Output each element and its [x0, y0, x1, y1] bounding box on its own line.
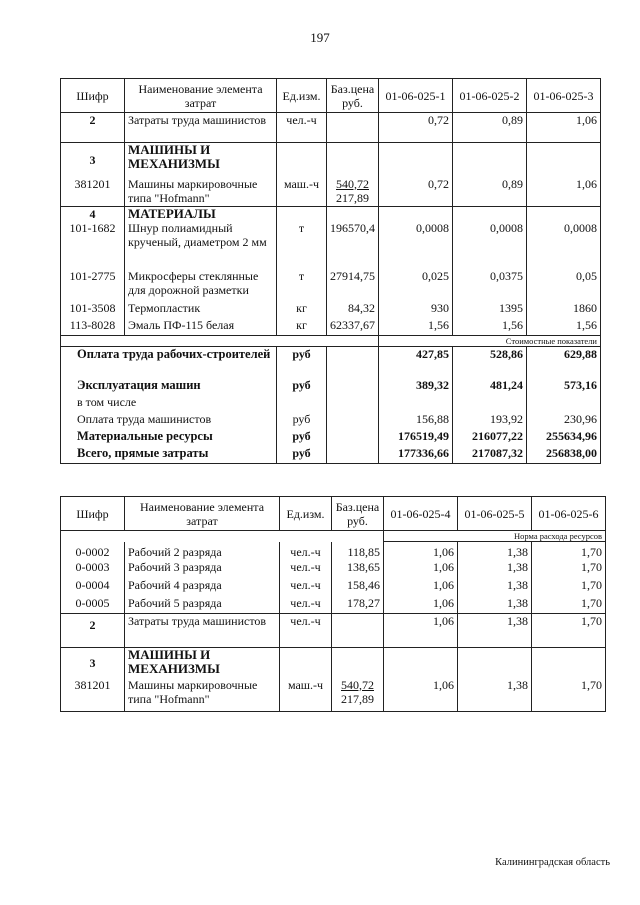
summary-value-1: 176519,49	[379, 429, 453, 446]
header-col3: 01-06-025-3	[527, 79, 601, 113]
summary-value-3: 230,96	[527, 412, 601, 429]
table-row	[61, 177, 601, 207]
row-name: Рабочий 5 разряда	[125, 596, 280, 614]
row-value-2: 1,56	[453, 318, 527, 335]
row-value-3: 1,70	[532, 560, 606, 578]
header-unit: Ед.изм.	[277, 79, 327, 113]
row-value-3: 1,70	[532, 542, 606, 560]
summary-value-1: 389,32	[379, 378, 453, 395]
row-unit: т	[277, 221, 327, 269]
row-value-1: 1,06	[384, 596, 458, 614]
row-name: Шнур полиамидный крученый, диаметром 2 мм	[125, 221, 277, 269]
row-price	[332, 678, 384, 712]
summary-value-1: 156,88	[379, 412, 453, 429]
row-value-3: 1,06	[527, 113, 601, 143]
summary-value-2: 217087,32	[453, 446, 527, 463]
header-col2: 01-06-025-5	[458, 497, 532, 531]
summary-name: Эксплуатация машин	[61, 378, 277, 395]
summary-unit: руб	[277, 446, 327, 463]
row-value-2: 1,38	[458, 596, 532, 614]
row-name: Затраты труда машинистов	[125, 614, 280, 648]
section-title: МАШИНЫ И МЕХАНИЗМЫ	[125, 648, 280, 678]
row-unit: чел.-ч	[280, 560, 332, 578]
row-name: Микросферы стеклянные для дорожной разметки	[125, 269, 277, 301]
row-value-1: 930	[379, 301, 453, 318]
summary-row	[61, 412, 601, 429]
price-value: 540,72	[341, 677, 374, 692]
row-value-1: 1,06	[384, 542, 458, 560]
summary-name: Оплата труда рабочих-строителей	[61, 346, 277, 378]
row-value-2: 0,89	[453, 177, 527, 207]
header-col2: 01-06-025-2	[453, 79, 527, 113]
row-unit: маш.-ч	[277, 177, 327, 207]
row-price: 138,65	[332, 560, 384, 578]
row-code: 381201	[61, 678, 125, 712]
row-value-3: 0,0008	[527, 221, 601, 269]
row-value-1: 0,0008	[379, 221, 453, 269]
table-row	[61, 143, 601, 177]
row-value-1: 1,56	[379, 318, 453, 335]
summary-name: Всего, прямые затраты	[61, 446, 277, 463]
row-name: Рабочий 3 разряда	[125, 560, 280, 578]
row-code: 3	[61, 143, 125, 177]
section-title: МАТЕРИАЛЫ	[125, 207, 277, 222]
row-value-2: 1,38	[458, 542, 532, 560]
table-row	[61, 301, 601, 318]
row-code: 381201	[61, 177, 125, 207]
summary-row	[61, 446, 601, 463]
table-row	[61, 542, 606, 560]
row-value-1: 0,72	[379, 177, 453, 207]
summary-value-1: 427,85	[379, 346, 453, 378]
summary-unit: руб	[277, 412, 327, 429]
row-code: 4	[61, 207, 125, 222]
row-code: 101-3508	[61, 301, 125, 318]
strip-label: Стоимостные показатели	[379, 335, 601, 346]
row-unit: т	[277, 269, 327, 301]
summary-unit: руб	[277, 378, 327, 395]
row-value-2: 0,89	[453, 113, 527, 143]
row-price: 84,32	[327, 301, 379, 318]
row-name: Машины маркировочные типа "Hofmann"	[125, 678, 280, 712]
row-value-1: 1,06	[384, 678, 458, 712]
price-secondary: 217,89	[336, 190, 369, 205]
row-name: Рабочий 4 разряда	[125, 578, 280, 596]
row-value-3: 1,70	[532, 614, 606, 648]
row-name: Машины маркировочные типа "Hofmann"	[125, 177, 277, 207]
row-value-3: 1,70	[532, 596, 606, 614]
resource-table-2	[60, 496, 606, 712]
row-unit: чел.-ч	[277, 113, 327, 143]
table-row	[61, 269, 601, 301]
header-code: Шифр	[61, 497, 125, 531]
row-price: 62337,67	[327, 318, 379, 335]
row-name: Термопластик	[125, 301, 277, 318]
row-code: 0-0004	[61, 578, 125, 596]
summary-unit: руб	[277, 346, 327, 378]
row-name: Затраты труда машинистов	[125, 113, 277, 143]
header-col1: 01-06-025-4	[384, 497, 458, 531]
header-unit: Ед.изм.	[280, 497, 332, 531]
row-code: 2	[61, 614, 125, 648]
price-secondary: 217,89	[341, 691, 374, 706]
row-value-3: 1860	[527, 301, 601, 318]
summary-unit: руб	[277, 429, 327, 446]
row-value-3: 0,05	[527, 269, 601, 301]
row-value-2: 0,0375	[453, 269, 527, 301]
summary-row	[61, 378, 601, 395]
row-unit: чел.-ч	[280, 578, 332, 596]
row-value-3: 1,70	[532, 578, 606, 596]
footer-region: Калининградская область	[495, 857, 610, 868]
row-value-2: 1,38	[458, 560, 532, 578]
page-number: 197	[310, 30, 330, 45]
table-row	[61, 614, 606, 648]
row-name: Эмаль ПФ-115 белая	[125, 318, 277, 335]
summary-row	[61, 395, 601, 412]
header-name: Наименование элемента затрат	[125, 497, 280, 531]
row-unit: чел.-ч	[280, 596, 332, 614]
summary-name: Оплата труда машинистов	[61, 412, 277, 429]
row-value-3: 1,06	[527, 177, 601, 207]
table-header	[61, 497, 606, 531]
row-value-1: 1,06	[384, 614, 458, 648]
summary-value-2: 528,86	[453, 346, 527, 378]
table-row	[61, 207, 601, 222]
summary-value-3: 256838,00	[527, 446, 601, 463]
row-price: 118,85	[332, 542, 384, 560]
strip-label: Норма расхода ресурсов	[384, 531, 606, 542]
header-col1: 01-06-025-1	[379, 79, 453, 113]
row-value-2: 1,38	[458, 678, 532, 712]
row-code: 2	[61, 113, 125, 143]
header-name: Наименование элемента затрат	[125, 79, 277, 113]
summary-value-3: 629,88	[527, 346, 601, 378]
summary-value-3: 255634,96	[527, 429, 601, 446]
table-header	[61, 79, 601, 113]
table-row	[61, 596, 606, 614]
row-unit: кг	[277, 301, 327, 318]
row-price: 158,46	[332, 578, 384, 596]
section-strip	[61, 335, 601, 346]
table-row	[61, 678, 606, 712]
table-row	[61, 221, 601, 269]
section-strip	[61, 531, 606, 542]
summary-value-2: 481,24	[453, 378, 527, 395]
summary-name: в том числе	[61, 395, 277, 412]
table-row	[61, 318, 601, 335]
header-code: Шифр	[61, 79, 125, 113]
header-price: Баз.цена руб.	[327, 79, 379, 113]
row-value-3: 1,70	[532, 678, 606, 712]
header-price: Баз.цена руб.	[332, 497, 384, 531]
summary-value-1: 177336,66	[379, 446, 453, 463]
price-value: 540,72	[336, 176, 369, 191]
row-name: Рабочий 2 разряда	[125, 542, 280, 560]
row-value-2: 1,38	[458, 614, 532, 648]
row-unit: маш.-ч	[280, 678, 332, 712]
row-value-1: 1,06	[384, 578, 458, 596]
summary-row	[61, 429, 601, 446]
row-price	[327, 113, 379, 143]
table-row	[61, 578, 606, 596]
row-value-1: 0,72	[379, 113, 453, 143]
row-price: 27914,75	[327, 269, 379, 301]
summary-row	[61, 346, 601, 378]
row-value-2: 1395	[453, 301, 527, 318]
row-value-3: 1,56	[527, 318, 601, 335]
row-price	[327, 177, 379, 207]
section-title: МАШИНЫ И МЕХАНИЗМЫ	[125, 143, 277, 177]
row-code: 113-8028	[61, 318, 125, 335]
row-unit: чел.-ч	[280, 614, 332, 648]
summary-value-3: 573,16	[527, 378, 601, 395]
row-unit: чел.-ч	[280, 542, 332, 560]
summary-name: Материальные ресурсы	[61, 429, 277, 446]
row-value-1: 1,06	[384, 560, 458, 578]
table-row	[61, 648, 606, 678]
row-value-2: 1,38	[458, 578, 532, 596]
row-code: 101-1682	[61, 221, 125, 269]
row-value-1: 0,025	[379, 269, 453, 301]
row-code: 0-0002	[61, 542, 125, 560]
row-value-2: 0,0008	[453, 221, 527, 269]
row-price: 196570,4	[327, 221, 379, 269]
row-unit: кг	[277, 318, 327, 335]
row-code: 3	[61, 648, 125, 678]
row-price	[332, 614, 384, 648]
table-row	[61, 560, 606, 578]
summary-value-2: 193,92	[453, 412, 527, 429]
row-code: 0-0005	[61, 596, 125, 614]
row-code: 101-2775	[61, 269, 125, 301]
row-price: 178,27	[332, 596, 384, 614]
summary-value-2: 216077,22	[453, 429, 527, 446]
row-code: 0-0003	[61, 560, 125, 578]
header-col3: 01-06-025-6	[532, 497, 606, 531]
table-row	[61, 113, 601, 143]
resource-table-1	[60, 78, 601, 464]
